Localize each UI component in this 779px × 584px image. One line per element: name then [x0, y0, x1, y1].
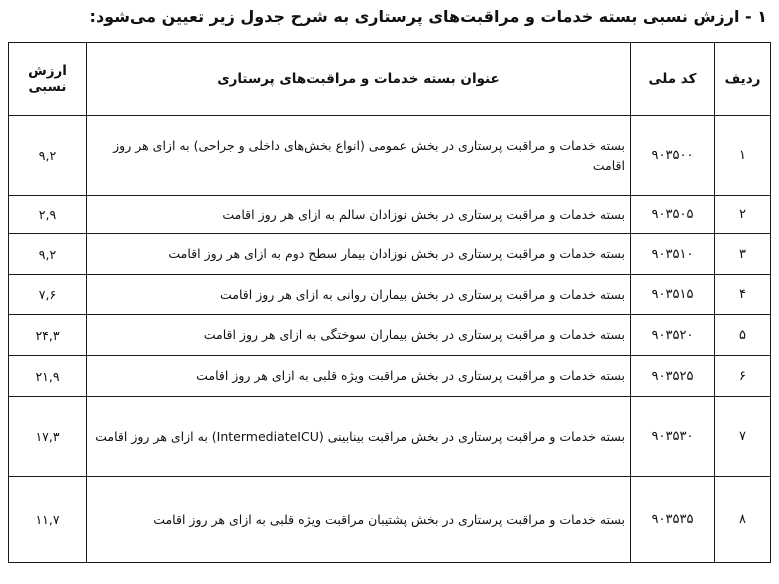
service-title: بسته خدمات و مراقبت پرستاری در بخش مراقبت ویژه قلبی به ازای هر روز اقامت [87, 356, 631, 397]
row-number: ۱ [715, 116, 771, 196]
row-number: ۳ [715, 234, 771, 275]
relative-value: ۲۴,۳ [9, 315, 87, 356]
table-row [9, 397, 771, 477]
national-code: ۹۰۳۵۱۵ [631, 275, 715, 315]
table-header-row [9, 43, 771, 116]
national-code: ۹۰۳۵۲۰ [631, 315, 715, 356]
header-service-title: عنوان بسته خدمات و مراقبت‌های پرستاری [87, 43, 631, 116]
row-number: ۶ [715, 356, 771, 397]
row-number: ۵ [715, 315, 771, 356]
national-code: ۹۰۳۵۳۰ [631, 397, 715, 477]
header-row-number: ردیف [715, 43, 771, 116]
page-title: ۱ - ارزش نسبی بسته خدمات و مراقبت‌های پرستاری به شرح جدول زیر تعیین می‌شود: [89, 7, 767, 26]
service-title: بسته خدمات و مراقبت پرستاری در بخش پشتیبان مراقبت ویژه قلبی به ازای هر روز اقامت [87, 477, 631, 563]
row-number: ۲ [715, 196, 771, 234]
relative-value: ۲,۹ [9, 196, 87, 234]
national-code: ۹۰۳۵۰۰ [631, 116, 715, 196]
relative-value: ۲۱,۹ [9, 356, 87, 397]
service-title: بسته خدمات و مراقبت پرستاری در بخش مراقبت بینابینی (IntermediateICU) به ازای هر روز اقامت [87, 397, 631, 477]
national-code: ۹۰۳۵۱۰ [631, 234, 715, 275]
services-table [8, 42, 771, 563]
national-code: ۹۰۳۵۰۵ [631, 196, 715, 234]
table-row [9, 356, 771, 397]
table-row [9, 234, 771, 275]
national-code: ۹۰۳۵۳۵ [631, 477, 715, 563]
service-title: بسته خدمات و مراقبت پرستاری در بخش نوزادان بیمار سطح دوم به ازای هر روز اقامت [87, 234, 631, 275]
national-code: ۹۰۳۵۲۵ [631, 356, 715, 397]
table-row [9, 196, 771, 234]
relative-value: ۱۱,۷ [9, 477, 87, 563]
relative-value: ۷,۶ [9, 275, 87, 315]
relative-value: ۹,۲ [9, 234, 87, 275]
header-relative-value: ارزش نسبی [9, 43, 87, 116]
row-number: ۷ [715, 397, 771, 477]
service-title: بسته خدمات و مراقبت پرستاری در بخش عمومی (انواع بخش‌های داخلی و جراحی) به ازای هر روز اقامت [87, 116, 631, 196]
row-number: ۸ [715, 477, 771, 563]
row-number: ۴ [715, 275, 771, 315]
relative-value: ۱۷,۳ [9, 397, 87, 477]
service-title: بسته خدمات و مراقبت پرستاری در بخش بیماران سوختگی به ازای هر روز اقامت [87, 315, 631, 356]
table-row [9, 116, 771, 196]
table-row [9, 275, 771, 315]
relative-value: ۹,۲ [9, 116, 87, 196]
table-row [9, 315, 771, 356]
service-title: بسته خدمات و مراقبت پرستاری در بخش نوزادان سالم به ازای هر روز اقامت [87, 196, 631, 234]
table-row [9, 477, 771, 563]
header-national-code: کد ملی [631, 43, 715, 116]
service-title: بسته خدمات و مراقبت پرستاری در بخش بیماران روانی به ازای هر روز اقامت [87, 275, 631, 315]
